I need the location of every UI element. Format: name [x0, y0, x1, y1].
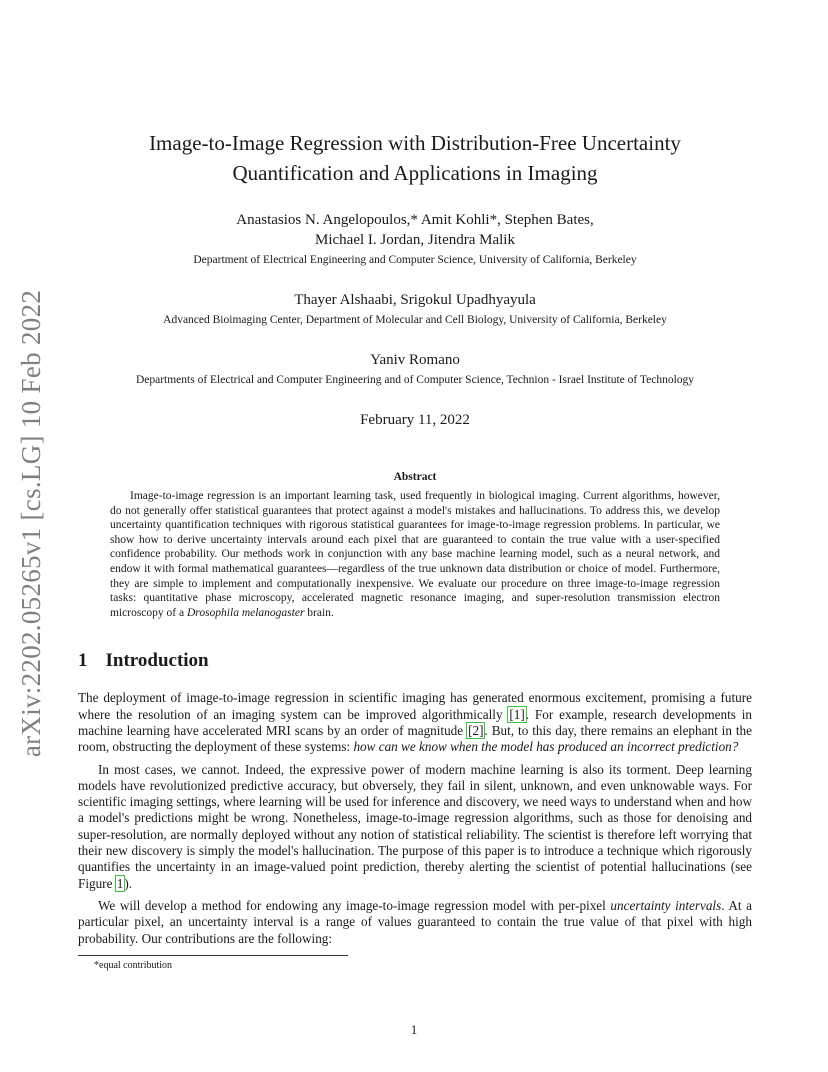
section-title: Introduction: [105, 650, 209, 672]
p2-text-a: In most cases, we cannot. Indeed, the expressive power of modern machine learning is also its torment. Deep learning models have revolutionized predictive accuracy, but obversely, they fail in silent, unknown, and even unknowable ways. For scientific imaging settings, where learning will be used for inference and discovery, we need ways to understand when and how a model's predictions might be wrong. Nonetheless, image-to-image regression algorithms, such as those for denoising and super-resolution, are normally deployed without any notion of statistical reliability. The scientist is therefore left worrying that their new discovery is simply the model's hallucination. The purpose of this paper is to introduce a technique which rigorously quantifies the uncertainty in an image-valued point prediction, thereby alerting the scientist of potential hallucinations (see Figure: [78, 761, 752, 891]
p2-text-b: ).: [124, 875, 133, 891]
abstract-text-2: brain.: [304, 606, 334, 619]
abstract-body: [110, 489, 720, 620]
title-line-2: Quantification and Applications in Imaging: [232, 161, 598, 185]
affiliation-2: Advanced Bioimaging Center, Department of Molecular and Cell Biology, University of California, Berkeley: [163, 314, 667, 326]
affiliation-1: Department of Electrical Engineering and Computer Science, University of California, Berkeley: [193, 254, 637, 266]
citation-link-1[interactable]: [1]: [509, 706, 525, 722]
figure-ref-link[interactable]: 1: [116, 875, 124, 891]
p3-text-b: . At a particular pixel, an uncertainty interval is a range of values guaranteed to contain the true value of that pixel with high probability. Our contributions are the following:: [78, 897, 753, 946]
affiliation-3: Departments of Electrical and Computer Engineering and of Computer Science, Technion - Israel Institute of Technology: [135, 374, 695, 386]
citation-link-2[interactable]: [2]: [468, 722, 484, 738]
section-heading: [78, 650, 752, 672]
author-list-1: [78, 210, 752, 250]
authors-line-1: Anastasios N. Angelopoulos,* Amit Kohli*, Stephen Bates,: [236, 212, 594, 228]
p1-italic-question: how can we know when the model has produced an incorrect prediction?: [353, 739, 739, 755]
authors-line-2: Michael I. Jordan, Jitendra Malik: [315, 232, 515, 248]
footnote-divider: [78, 955, 348, 956]
section-number: 1: [78, 650, 88, 672]
p1-text-a: The deployment of image-to-image regression in scientific imaging has generated enormous excitement, promising a future where the resolution of an imaging system can be improved algorithmically: [78, 690, 752, 722]
abstract-text-1: Image-to-image regression is an important learning task, used frequently in biological imaging. Current algorithms, however, do not generally offer statistical guarantees that protect against a model's mistakes and hallucinations. To address this, we develop uncertainty quantification techniques with rigorous statistical guarantees for image-to-image regression problems. In particular, we show how to derive uncertainty intervals around each pixel that are guaranteed to contain the true value with a user-specified confidence probability. Our methods work in conjunction with any base machine learning model, such as a neural network, and endow it with formal mathematical guarantees—regardless of the true unknown data distribution or choice of model. Furthermore, they are simple to implement and computationally inexpensive. We evaluate our procedure on three image-to-image regression tasks: quantitative phase microscopy, accelerated magnetic resonance imaging, and super-resolution transmission electron microscopy of a: [110, 490, 720, 619]
abstract-species: Drosophila melanogaster: [186, 606, 305, 619]
intro-paragraph-1: [78, 690, 752, 755]
arxiv-stamp-text: arXiv:2202.05265v1 [cs.LG] 10 Feb 2022: [16, 289, 47, 757]
p3-text-a: We will develop a method for endowing any image-to-image regression model with per-pixel: [98, 897, 611, 913]
abstract-heading: Abstract: [393, 471, 437, 483]
paper-page: [78, 128, 752, 971]
p3-italic-term: uncertainty intervals: [610, 897, 722, 913]
page-number: 1: [410, 1022, 418, 1037]
intro-paragraph-2: [78, 762, 752, 892]
title-line-1: Image-to-Image Regression with Distribution-Free Uncertainty: [149, 131, 681, 155]
p1-text-b: . For example, research developments in machine learning have accelerated MRI scans by an order of magnitude: [78, 706, 752, 738]
p1-text-c: . But, to this day, there remains an elephant in the room, obstructing the deployment of these systems:: [78, 722, 752, 755]
arxiv-stamp: [4, 288, 60, 758]
intro-paragraph-3: [78, 898, 752, 947]
paper-title: [78, 128, 752, 188]
author-list-2: Thayer Alshaabi, Srigokul Upadhyayula: [294, 292, 536, 308]
paper-date: February 11, 2022: [360, 412, 470, 428]
footnote: *equal contribution: [94, 959, 173, 971]
author-list-3: Yaniv Romano: [370, 352, 460, 368]
